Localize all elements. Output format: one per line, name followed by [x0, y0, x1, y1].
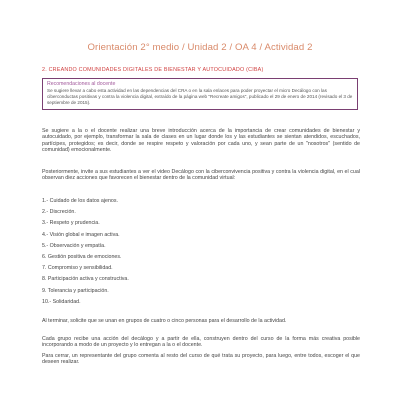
- list-item: 9. Tolerancia y participación.: [42, 287, 109, 294]
- recommendation-body: Se sugiere llevar a cabo esta actividad en las dependencias del CRA o en la sala enlaces para poder proyectar el micro Decálogo con las ciberconductas positivas y contra la violencia digital, extraído de la página web "Recreate amigos", publicado el 29 de enero de 2014 (revisado el 3 de septiembre de 2015).: [47, 88, 353, 105]
- page-title: Orientación 2° medio / Unidad 2 / OA 4 / Actividad 2: [87, 42, 313, 53]
- list-item: 10.- Solidaridad.: [42, 298, 81, 305]
- paragraph-video: Posteriormente, invite a sus estudiantes a ver el video Decálogo con la ciberconvivencia positiva y contra la violencia digital, en el cual observan diez acciones que favorecen el bienestar dentro de la comunidad virtual:: [42, 169, 360, 182]
- list-item: 8. Participación activa y constructiva.: [42, 276, 129, 283]
- list-item: 5.- Observación y empatía.: [42, 242, 106, 249]
- list-item: 2.- Discreción.: [42, 209, 76, 216]
- list-item: 3.- Respeto y prudencia.: [42, 220, 100, 227]
- list-item: 7. Compromiso y sensibilidad.: [42, 265, 113, 272]
- paragraph-groups: Al terminar, solicite que se unan en grupos de cuatro o cinco personas para el desarrollo de la actividad.: [42, 318, 287, 324]
- paragraph-task: Cada grupo recibe una acción del decálogo y a partir de ella, construyen dentro del curso de la forma más creativa posible incorporando a modo de un proyecto y lo entregan a la o el docente.: [42, 336, 360, 349]
- decalogo-list: [42, 196, 342, 308]
- paragraph-intro: Se sugiere a la o el docente realizar una breve introducción acerca de la importancia de crear comunidades de bienestar y autocuidado, por ejemplo, transformar la sala de clases en un lugar donde los y las estudiantes se sientan atendidos, escuchados, partícipes, protegidos; es decir, donde se respire respeto y valoración por cada uno, y sean parte de un "nosotros" (sentido de comunidad) emocionalmente.: [42, 128, 360, 154]
- section-heading: 2. CREANDO COMUNIDADES DIGITALES DE BIENESTAR Y AUTOCUIDADO (CIBA): [42, 67, 264, 73]
- teacher-recommendation-box: [42, 78, 358, 110]
- list-item: 4.- Visión global e imagen activa.: [42, 231, 120, 238]
- list-item: 1.- Cuidado de los datos ajenos.: [42, 198, 118, 204]
- list-item: 6. Gestión positiva de emociones.: [42, 253, 122, 260]
- recommendation-title: Recomendaciones al docente: [47, 81, 116, 87]
- paragraph-closing: Para cerrar, un representante del grupo comenta al resto del curso de qué trata su proyecto, para luego, entre todos, escoger el que deseen realizar.: [42, 353, 360, 366]
